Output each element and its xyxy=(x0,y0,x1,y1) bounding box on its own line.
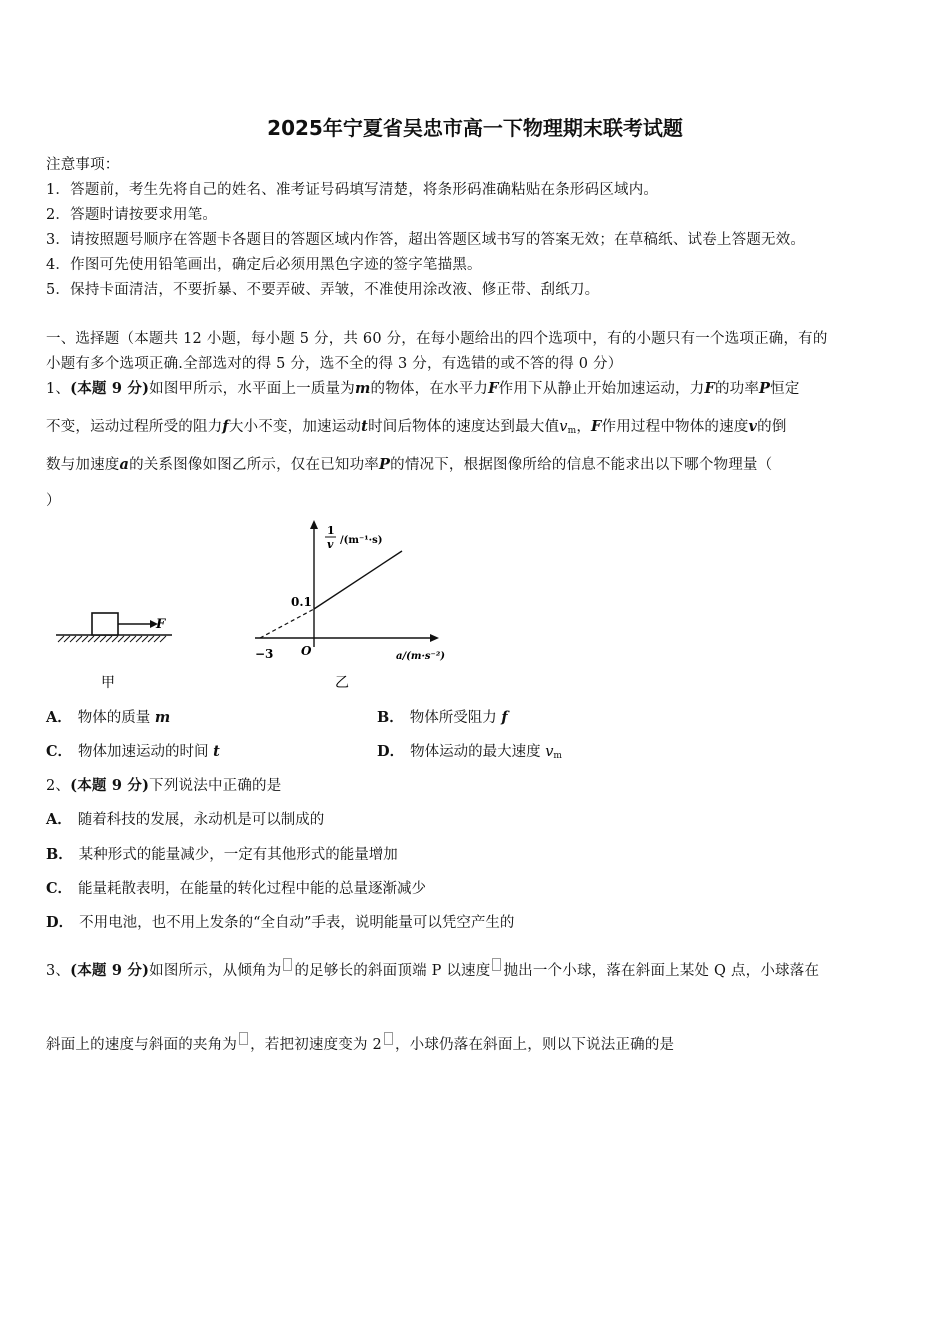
q1-score: (本题 9 分) xyxy=(70,380,150,397)
q1-line4: ） xyxy=(46,493,61,509)
missing-symbol-icon xyxy=(492,958,501,971)
q2-option-a[interactable]: A． 随着科技的发展，永动机是可以制成的 xyxy=(46,811,325,828)
figure-jia xyxy=(56,613,172,691)
q2-option-d[interactable]: D． 不用电池，也不用上发条的“全自动”手表，说明能量可以凭空产生的 xyxy=(46,914,515,931)
q1-line1: 1、(本题 9 分)如图甲所示，水平面上一质量为m的物体，在水平力F作用下从静止开始加速运动，力F的功率P恒定 xyxy=(46,380,800,397)
notice-heading: 注意事项： xyxy=(46,157,120,173)
q1-line3: 数与加速度a的关系图像如图乙所示，仅在已知功率P的情况下，根据图像所给的信息不能求出以下哪个物理量（ xyxy=(46,456,773,473)
x-intercept-label: −3 xyxy=(255,647,274,661)
x-axis-label: a/(m·s⁻²) xyxy=(396,651,445,662)
missing-symbol-icon xyxy=(283,958,292,971)
block xyxy=(92,613,118,635)
figure-jia-label: 甲 xyxy=(101,675,115,691)
notice-item-5: 5．保持卡面清洁，不要折暴、不要弄破、弄皱，不准使用涂改液、修正带、刮纸刀。 xyxy=(46,282,600,298)
y-intercept-label: 0.1 xyxy=(291,595,312,609)
section1-instructions-line2: 小题有多个选项正确.全部选对的得 5 分，选不全的得 3 分，有选错的或不答的得 0 分） xyxy=(46,356,623,372)
q1-number: 1、 xyxy=(46,381,71,397)
figure-yi-label: 乙 xyxy=(335,675,349,691)
y-axis-denominator: v xyxy=(327,538,334,551)
notice-item-4: 4．作图可先使用铅笔画出，确定后必须用黑色字迹的签字笔描黑。 xyxy=(46,257,482,273)
notice-item-3: 3．请按照题号顺序在答题卡各题目的答题区域内作答，超出答题区域书写的答案无效；在草稿纸、试卷上答题无效。 xyxy=(46,232,806,248)
q1-option-a[interactable]: A． 物体的质量 m xyxy=(46,709,171,726)
q3-line1: 3、(本题 9 分)如图所示，从倾角为 的足够长的斜面顶端 P 以速度 抛出一个小球，落在斜面上某处 Q 点，小球落在 xyxy=(46,958,819,980)
q1-option-b[interactable]: B． 物体所受阻力 f xyxy=(377,709,508,726)
notice-item-2: 2．答题时请按要求用笔。 xyxy=(46,207,218,223)
section1-instructions-line1: 一、选择题（本题共 12 小题，每小题 5 分，共 60 分，在每小题给出的四个选项中，有的小题只有一个选项正确，有的 xyxy=(46,331,828,347)
force-label: F xyxy=(156,617,166,632)
figure-yi xyxy=(255,520,445,691)
data-line xyxy=(314,551,402,609)
y-axis-numerator: 1 xyxy=(327,524,335,537)
q2-stem: 2、(本题 9 分)下列说法中正确的是 xyxy=(46,777,282,794)
missing-symbol-icon xyxy=(384,1032,393,1045)
q1-line2: 不变，运动过程所受的阻力f大小不变，加速运动t时间后物体的速度达到最大值$v_m$，F作用过程中物体的速度v的倒 xyxy=(46,418,787,436)
extrapolated-line xyxy=(260,609,314,638)
q3-line2: 斜面上的速度与斜面的夹角为 ，若把初速度变为 2 ，小球仍落在斜面上，则以下说法正确的是 xyxy=(46,1032,674,1054)
q1-option-c[interactable]: C． 物体加速运动的时间 t xyxy=(46,743,220,760)
missing-symbol-icon xyxy=(239,1032,248,1045)
ground-hatching xyxy=(58,636,166,642)
q1-figure xyxy=(0,515,470,695)
origin-label: O xyxy=(301,644,312,658)
y-axis-arrow xyxy=(310,520,318,529)
y-axis-unit: /(m⁻¹·s) xyxy=(340,535,383,546)
q2-option-c[interactable]: C． 能量耗散表明，在能量的转化过程中能的总量逐渐减少 xyxy=(46,880,427,897)
q2-option-b[interactable]: B． 某种形式的能量减少，一定有其他形式的能量增加 xyxy=(46,846,398,863)
page-title: 2025年宁夏省吴忠市高一下物理期末联考试题 xyxy=(267,116,683,140)
notice-item-1: 1．答题前，考生先将自己的姓名、准考证号码填写清楚，将条形码准确粘贴在条形码区域内。 xyxy=(46,182,659,198)
q1-option-d[interactable]: D． 物体运动的最大速度 $v_m$ xyxy=(377,743,562,761)
x-axis-arrow xyxy=(430,634,439,642)
